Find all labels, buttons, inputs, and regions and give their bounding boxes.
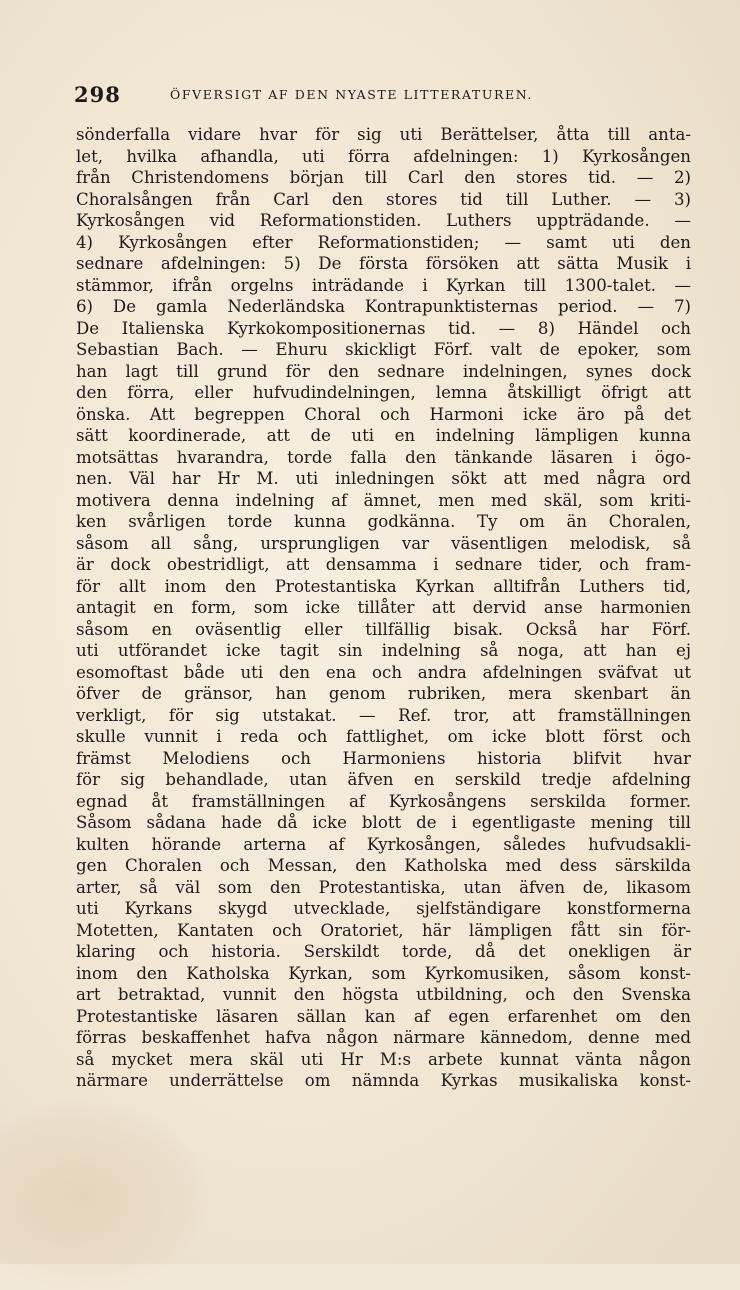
- text-line: motivera denna indelning af ämnet, men med skäl, som kriti-: [76, 490, 691, 510]
- page-number: 298: [74, 82, 121, 107]
- text-line: klaring och historia. Serskildt torde, då det onekligen är: [76, 942, 691, 961]
- text-line: från Christendomens början till Carl den stores tid. — 2): [76, 168, 691, 187]
- running-title: ÖFVERSIGT AF DEN NYASTE LITTERATUREN.: [170, 87, 534, 102]
- text-line: Sebastian Bach. — Ehuru skickligt Förf. valt de epoker, som: [76, 340, 691, 359]
- text-line: verkligt, för sig utstakat. — Ref. tror, att framställningen: [76, 705, 691, 725]
- paper-stain: [0, 1100, 210, 1290]
- text-line: den förra, eller hufvudindelningen, lemna åtskilligt öfrigt att: [76, 383, 691, 402]
- text-line: nen. Väl har Hr M. uti inledningen sökt att med några ord: [76, 469, 691, 488]
- page-header: [74, 82, 690, 106]
- text-line: så mycket mera skäl uti Hr M:s arbete kunnat vänta någon: [76, 1049, 691, 1069]
- text-line: let, hvilka afhandla, uti förra afdelningen: 1) Kyrkosången: [76, 146, 691, 166]
- text-line: uti Kyrkans skygd utvecklade, sjelfständigare konstformerna: [76, 899, 691, 918]
- text-line: gen Choralen och Messan, den Katholska med dess särskilda: [76, 856, 691, 875]
- text-line: inom den Katholska Kyrkan, som Kyrkomusiken, såsom konst-: [76, 963, 691, 983]
- text-line: sednare afdelningen: 5) De första försöken att sätta Musik i: [76, 254, 691, 273]
- text-line: skulle vunnit i reda och fattlighet, om icke blott först och: [76, 727, 691, 746]
- text-line: 6) De gamla Nederländska Kontrapunktisternas period. — 7): [76, 297, 691, 316]
- text-line: sätt koordinerade, att de uti en indelning lämpligen kunna: [76, 426, 691, 445]
- text-line: esomoftast både uti den ena och andra afdelningen sväfvat ut: [76, 662, 691, 682]
- text-line: 4) Kyrkosången efter Reformationstiden; — samt uti den: [76, 232, 691, 252]
- text-line: kulten hörande arterna af Kyrkosången, således hufvudsakli-: [76, 834, 691, 854]
- text-line: närmare underrättelse om nämnda Kyrkas musikaliska konst-: [76, 1071, 691, 1090]
- text-line: stämmor, ifrån orgelns inträdande i Kyrkan till 1300-talet. —: [76, 275, 691, 295]
- text-line: är dock obestridligt, att densamma i sednare tider, och fram-: [76, 555, 691, 574]
- text-line: öfver de gränsor, han genom rubriken, mera skenbart än: [76, 684, 691, 703]
- text-line: antagit en form, som icke tillåter att dervid anse harmonien: [76, 598, 691, 617]
- text-line: De Italienska Kyrkokompositionernas tid. — 8) Händel och: [76, 318, 691, 338]
- text-line: för allt inom den Protestantiska Kyrkan alltifrån Luthers tid,: [76, 576, 691, 596]
- text-line: önska. Att begreppen Choral och Harmoni icke äro på det: [76, 404, 691, 424]
- text-line: såsom all sång, ursprungligen var väsentligen melodisk, så: [76, 533, 691, 553]
- text-line: främst Melodiens och Harmoniens historia blifvit hvar: [76, 748, 691, 768]
- text-line: sönderfalla vidare hvar för sig uti Berättelser, åtta till anta-: [76, 125, 691, 144]
- text-line: Motetten, Kantaten och Oratoriet, här lämpligen fått sin för-: [76, 920, 691, 940]
- text-line: för sig behandlade, utan äfven en serskild tredje afdelning: [76, 770, 691, 789]
- text-line: Såsom sådana hade då icke blott de i egentligaste mening till: [76, 813, 691, 832]
- text-line: egnad åt framställningen af Kyrkosångens serskilda former.: [76, 791, 691, 811]
- text-line: Protestantiske läsaren sällan kan af egen erfarenhet om den: [76, 1006, 691, 1026]
- text-line: uti utförandet icke tagit sin indelning så noga, att han ej: [76, 641, 691, 660]
- body-text: [76, 124, 691, 1092]
- text-line: förras beskaffenhet hafva någon närmare kännedom, denne med: [76, 1028, 691, 1047]
- text-line: Choralsången från Carl den stores tid till Luther. — 3): [76, 189, 691, 209]
- text-line: såsom en oväsentlig eller tillfällig bisak. Också har Förf.: [76, 619, 691, 639]
- text-line: art betraktad, vunnit den högsta utbildning, och den Svenska: [76, 985, 691, 1004]
- text-line: motsättas hvarandra, torde falla den tänkande läsaren i ögo-: [76, 447, 691, 467]
- text-line: arter, så väl som den Protestantiska, utan äfven de, likasom: [76, 877, 691, 897]
- text-line: ken svårligen torde kunna godkänna. Ty om än Choralen,: [76, 512, 691, 531]
- text-line: han lagt till grund för den sednare indelningen, synes dock: [76, 361, 691, 381]
- text-line: Kyrkosången vid Reformationstiden. Luthers uppträdande. —: [76, 211, 691, 230]
